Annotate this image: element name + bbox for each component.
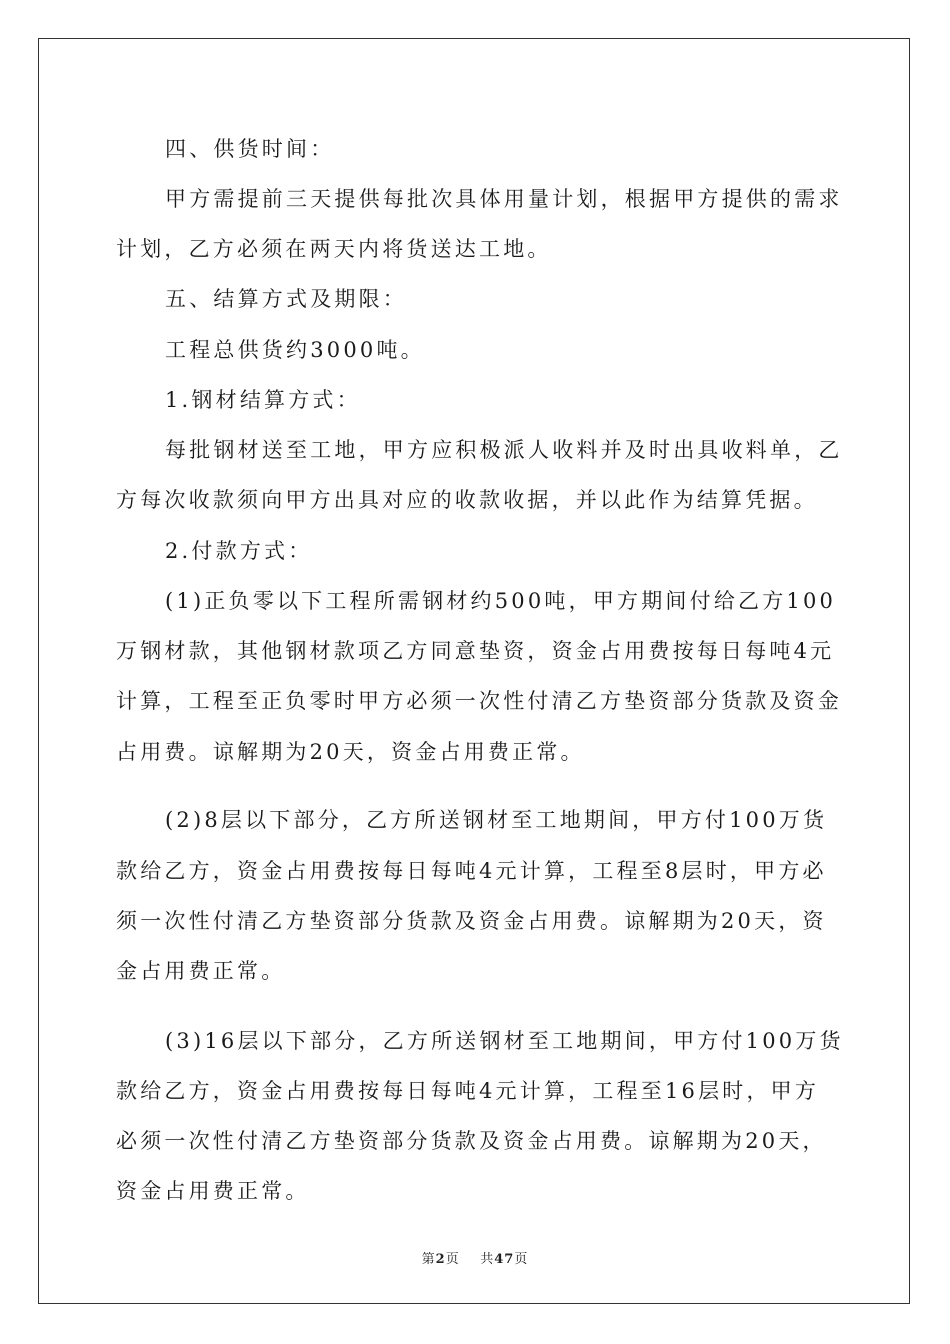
paragraph-line: 必须一次性付清乙方垫资部分货款及资金占用费。谅解期为20天， <box>116 1129 827 1153</box>
paragraph-line: 每批钢材送至工地，甲方应积极派人收料并及时出具收料单，乙 <box>165 438 843 462</box>
paragraph-line: 款给乙方，资金占用费按每日每吨4元计算，工程至16层时，甲方 <box>116 1079 820 1103</box>
paragraph-line: (1)正负零以下工程所需钢材约500吨，甲方期间付给乙方100 <box>165 589 837 613</box>
paragraph-line: 占用费。谅解期为20天，资金占用费正常。 <box>116 740 585 764</box>
section-heading-delivery-time: 四、供货时间： <box>165 137 335 161</box>
paragraph-line: 计算，工程至正负零时甲方必须一次性付清乙方垫资部分货款及资金 <box>116 689 842 713</box>
page-number-prefix: 第 <box>421 1252 436 1267</box>
total-pages-suffix: 页 <box>514 1252 529 1267</box>
paragraph-line: 款给乙方，资金占用费按每日每吨4元计算，工程至8层时，甲方必 <box>116 859 827 883</box>
paragraph-line: (2)8层以下部分，乙方所送钢材至工地期间，甲方付100万货 <box>165 808 828 832</box>
page-footer <box>0 1248 950 1267</box>
total-pages-prefix: 共 <box>480 1252 495 1267</box>
total-pages: 47 <box>494 1252 515 1267</box>
paragraph-line: 万钢材款，其他钢材款项乙方同意垫资，资金占用费按每日每吨4元 <box>116 639 835 663</box>
paragraph-line: (3)16层以下部分，乙方所送钢材至工地期间，甲方付100万货 <box>165 1029 844 1053</box>
page-number-suffix: 页 <box>445 1252 460 1267</box>
paragraph-line: 须一次性付清乙方垫资部分货款及资金占用费。谅解期为20天，资 <box>116 909 827 933</box>
paragraph-line: 甲方需提前三天提供每批次具体用量计划，根据甲方提供的需求 <box>165 187 843 211</box>
section-heading-settlement: 五、结算方式及期限： <box>165 287 407 311</box>
page-border <box>38 38 910 1304</box>
paragraph-line: 资金占用费正常。 <box>116 1179 310 1203</box>
subheading-steel-settlement: 1.钢材结算方式： <box>165 388 361 412</box>
paragraph-line: 计划，乙方必须在两天内将货送达工地。 <box>116 237 552 261</box>
page-number: 2 <box>435 1252 446 1267</box>
paragraph-line: 方每次收款须向甲方出具对应的收款收据，并以此作为结算凭据。 <box>116 488 818 512</box>
paragraph-line: 金占用费正常。 <box>116 959 286 983</box>
subheading-payment-method: 2.付款方式： <box>165 539 313 563</box>
paragraph-line: 工程总供货约3000吨。 <box>165 338 425 362</box>
